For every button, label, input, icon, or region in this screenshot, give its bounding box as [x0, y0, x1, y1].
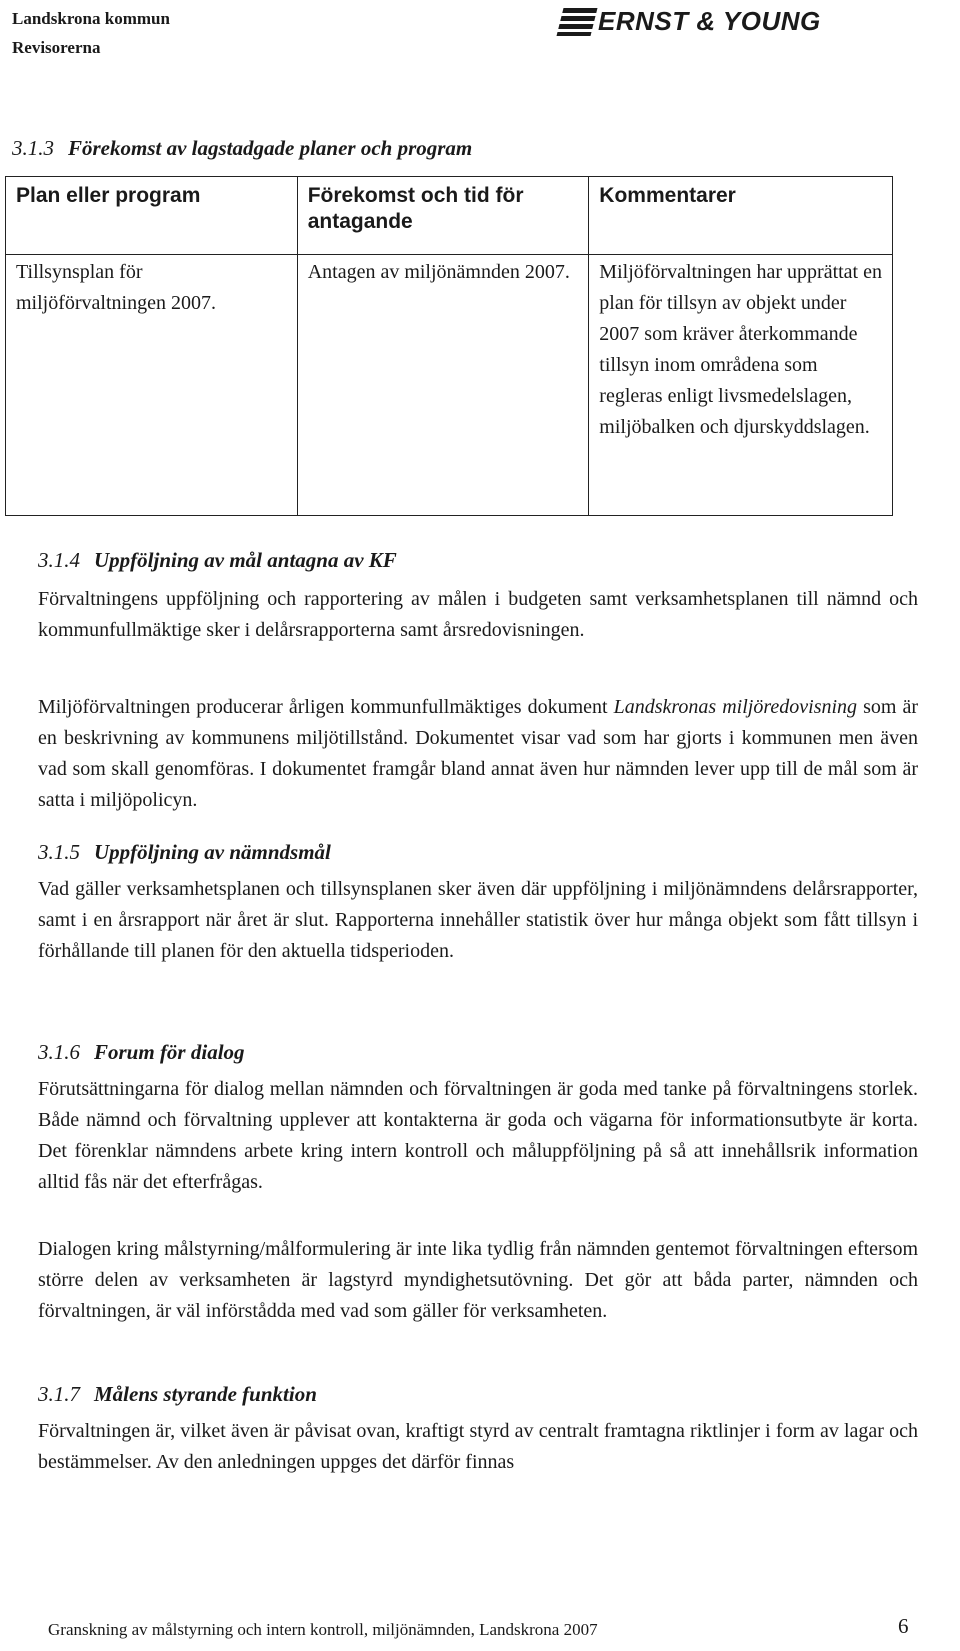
section-title: Förekomst av lagstadgade planer och program	[68, 136, 473, 160]
column-header: Förekomst och tid för antagande	[297, 177, 589, 255]
table-row	[6, 255, 893, 516]
paragraph: Förvaltningen är, vilket även är påvisat ovan, kraftigt styrd av centralt framtagna riktlinjer i form av lagar och bestämmelser. Av den anledningen uppges det därför finnas	[38, 1420, 918, 1473]
heading-3-1-5	[38, 840, 331, 865]
table-cell: Antagen av miljönämnden 2007.	[297, 255, 589, 516]
section-number: 3.1.5	[38, 840, 80, 864]
page-number: 6	[898, 1614, 909, 1638]
section-number: 3.1.3	[12, 136, 54, 160]
section-title: Målens styrande funktion	[94, 1382, 317, 1406]
logo-mark-icon	[557, 8, 598, 36]
page-footer: Granskning av målstyrning och intern kontroll, miljönämnden, Landskrona 2007	[48, 1620, 598, 1639]
org-name: Landskrona kommun	[12, 9, 170, 28]
section-title: Forum för dialog	[94, 1040, 245, 1064]
logo-text: ERNST & YOUNG	[598, 6, 821, 36]
ernst-young-logo	[560, 6, 821, 37]
paragraph: Förvaltningens uppföljning och rapportering av målen i budgeten samt verksamhetsplanen till nämnd och kommunfullmäktige sker i delårsrapporterna samt årsredovisningen.	[38, 588, 918, 641]
column-header: Kommentarer	[589, 177, 893, 255]
column-header: Plan eller program	[6, 177, 298, 255]
header-org-block	[12, 4, 170, 62]
heading-3-1-6	[38, 1040, 245, 1065]
paragraph: Förutsättningarna för dialog mellan nämnden och förvaltningen är goda med tanke på förvaltningens storlek. Både nämnd och förvaltning upplever att kontakterna är goda och vägarna för informationsutbyte är korta. Det förenklar nämndens arbete kring intern kontroll och måluppföljning på så att innehållsrik information alltid fås när det efterfrågas.	[38, 1078, 918, 1193]
section-number: 3.1.4	[38, 548, 80, 572]
heading-3-1-4	[38, 548, 397, 573]
text-run: Miljöförvaltningen producerar årligen kommunfullmäktiges dokument	[38, 696, 614, 718]
dept-name: Revisorerna	[12, 38, 101, 57]
section-number: 3.1.6	[38, 1040, 80, 1064]
paragraph: Vad gäller verksamhetsplanen och tillsynsplanen sker även där uppföljning i miljönämndens delårsrapporter, samt i en årsrapport när året är slut. Rapporterna innehåller statistik över hur många objekt som fått tillsyn i förhållande till planen för den aktuella tidsperioden.	[38, 878, 918, 962]
table-header-row	[6, 177, 893, 255]
section-title: Uppföljning av nämndsmål	[94, 840, 331, 864]
table-cell: Miljöförvaltningen har upprättat en plan för tillsyn av objekt under 2007 som kräver återkommande tillsyn inom områdena som regleras enligt livsmedelslagen, miljöbalken och djurskyddslagen.	[589, 255, 893, 516]
text-run: som är en beskrivning av kommunens miljötillstånd. Dokumentet visar vad som har gjorts i kommunen men även vad som skall genomföras. I dokumentet framgår bland annat även hur nämnden lever upp till de mål som är satta i miljöpolicyn.	[38, 696, 918, 811]
section-title: Uppföljning av mål antagna av KF	[94, 548, 397, 572]
heading-3-1-3	[12, 136, 472, 161]
section-number: 3.1.7	[38, 1382, 80, 1406]
heading-3-1-7	[38, 1382, 317, 1407]
plans-table	[5, 176, 893, 516]
paragraph	[38, 692, 918, 816]
paragraph: Dialogen kring målstyrning/målformulering är inte lika tydlig från nämnden gentemot förvaltningen eftersom större delen av verksamheten är lagstyrd myndighetsutövning. Det gör att båda parter, nämnden och förvaltningen, är väl införstådda med vad som gäller för verksamheten.	[38, 1238, 918, 1322]
table-cell: Tillsynsplan för miljöförvaltningen 2007.	[6, 255, 298, 516]
document-title: Landskronas miljöredovisning	[613, 696, 858, 718]
